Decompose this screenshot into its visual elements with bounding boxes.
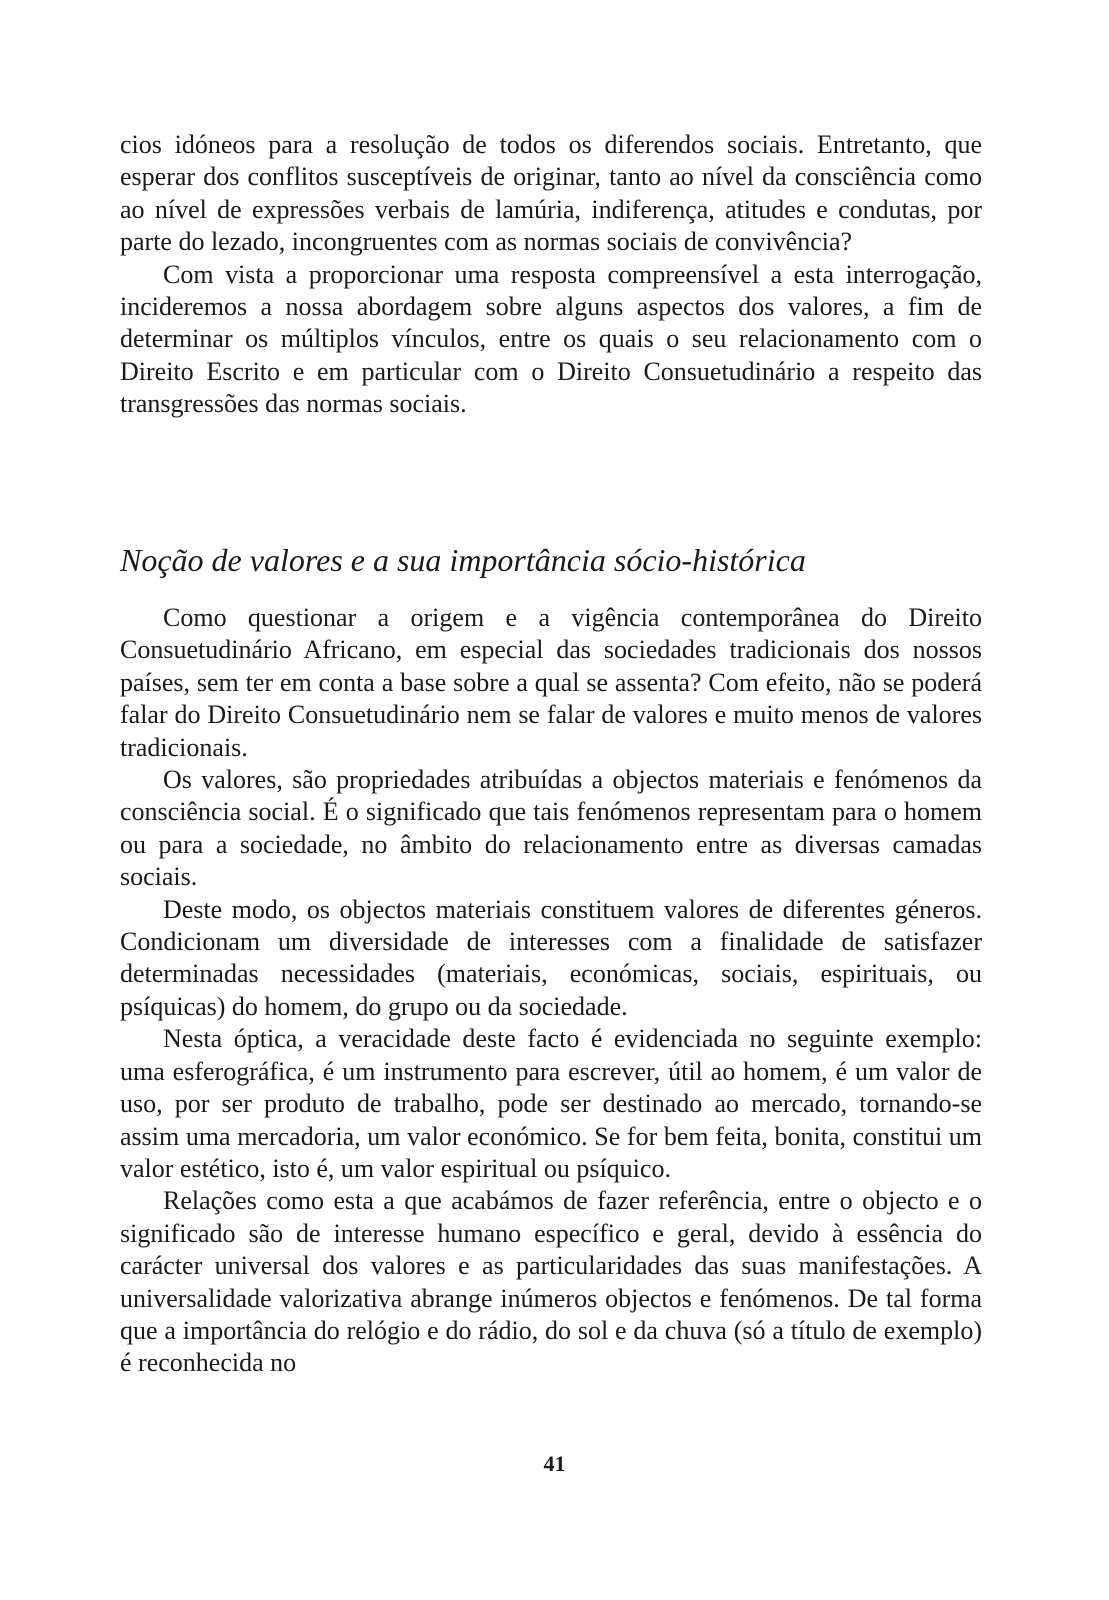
- paragraph-continuation: cios idóneos para a resolução de todos os diferendos sociais. Entretanto, que esperar dos conflitos susceptíveis de originar, tanto ao nível da consciência como ao nível de expressões verbais de lamúria, indiferença, atitudes e condutas, por parte do lezado, incongruentes com as normas sociais de convivência?: [120, 130, 982, 257]
- text-block-top: [120, 129, 982, 421]
- paragraph: Relações como esta a que acabámos de fazer referência, entre o objecto e o significado são de interesse humano específico e geral, devido à essência do carácter universal dos valores e as particularidades das suas manifestações. A universalidade valorizativa abrange inúmeros objectos e fenómenos. De tal forma que a importância do relógio e do rádio, do sol e da chuva (só a título de exemplo) é reconhecida no: [120, 1186, 982, 1378]
- paragraph: Deste modo, os objectos materiais constituem valores de diferentes géneros. Condicionam um diversidade de interesses com a finalidade de satisfazer determinadas necessidades (materiais, económicas, sociais, espirituais, ou psíquicas) do homem, do grupo ou da sociedade.: [120, 894, 982, 1021]
- paragraph: Com vista a proporcionar uma resposta compreensível a esta interrogação, incideremos a nossa abordagem sobre alguns aspectos dos valores, a fim de determinar os múltiplos vínculos, entre os quais o seu relacionamento com o Direito Escrito e em particular com o Direito Consuetudinário a respeito das transgressões das normas sociais.: [120, 259, 982, 419]
- paragraph: Nesta óptica, a veracidade deste facto é evidenciada no seguinte exemplo: uma esferográfica, é um instrumento para escrever, útil ao homem, é um valor de uso, por ser produto de trabalho, pode ser destinado ao mercado, tornando-se assim uma mercadoria, um valor económico. Se for bem feita, bonita, constitui um valor estético, isto é, um valor espiritual ou psíquico.: [120, 1024, 982, 1183]
- section-heading: Noção de valores e a sua importância sócio-histórica: [120, 542, 806, 578]
- paragraph: Os valores, são propriedades atribuídas a objectos materiais e fenómenos da consciência social. É o significado que tais fenómenos representam para o homem ou para a sociedade, no âmbito do relacionamento entre as diversas camadas sociais.: [120, 765, 982, 892]
- text-block-bottom: [120, 602, 982, 1380]
- paragraph: Como questionar a origem e a vigência contemporânea do Direito Consuetudinário Africano, em especial das sociedades tradicionais dos nossos países, sem ter em conta a base sobre a qual se assenta? Com efeito, não se poderá falar do Direito Consuetudinário nem se falar de valores e muito menos de valores tradicionais.: [120, 603, 982, 762]
- page-number: 41: [543, 1451, 566, 1476]
